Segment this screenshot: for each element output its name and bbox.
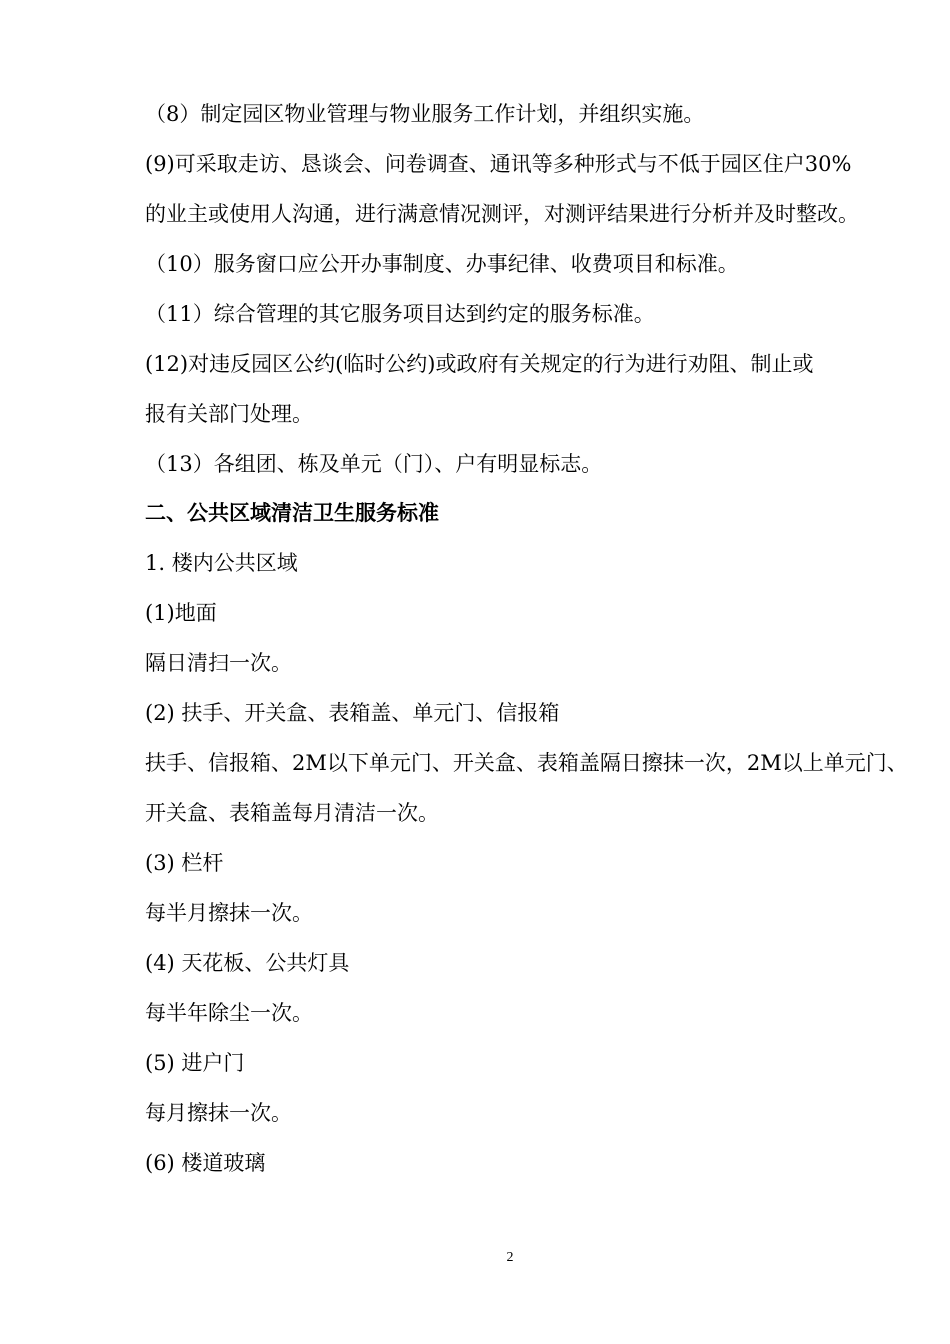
item-text-ceiling: 每半年除尘一次。 <box>145 1001 313 1025</box>
text-line-1: （8）制定园区物业管理与物业服务工作计划，并组织实施。 <box>145 102 705 126</box>
text-line-7: 报有关部门处理。 <box>145 402 313 426</box>
item-text-floor: 隔日清扫一次。 <box>145 651 292 675</box>
page-number: 2 <box>506 1250 514 1265</box>
item-heading-handrail: (2) 扶手、开关盒、表箱盖、单元门、信报箱 <box>145 701 560 725</box>
item-heading-floor: (1)地面 <box>145 601 217 625</box>
item-text-handrail-2: 开关盒、表箱盖每月清洁一次。 <box>145 801 439 825</box>
item-heading-door: (5) 进户门 <box>145 1051 245 1075</box>
item-heading-glass: (6) 楼道玻璃 <box>145 1151 266 1175</box>
item-heading-ceiling: (4) 天花板、公共灯具 <box>145 951 350 975</box>
text-line-6: (12)对违反园区公约(临时公约)或政府有关规定的行为进行劝阻、制止或 <box>145 352 814 376</box>
item-text-door: 每月擦抹一次。 <box>145 1101 292 1125</box>
item-heading-railing: (3) 栏杆 <box>145 851 224 875</box>
text-line-5: （11）综合管理的其它服务项目达到约定的服务标准。 <box>145 302 655 326</box>
item-text-railing: 每半月擦抹一次。 <box>145 901 313 925</box>
text-line-3: 的业主或使用人沟通，进行满意情况测评，对测评结果进行分析并及时整改。 <box>145 202 859 226</box>
item-text-handrail-1: 扶手、信报箱、2M以下单元门、开关盒、表箱盖隔日擦抹一次，2M以上单元门、 <box>145 751 908 775</box>
text-line-4: （10）服务窗口应公开办事制度、办事纪律、收费项目和标准。 <box>145 252 739 276</box>
subsection-heading: 1. 楼内公共区域 <box>145 551 298 575</box>
section-heading: 二、公共区域清洁卫生服务标准 <box>145 501 439 525</box>
text-line-8: （13）各组团、栋及单元（门）、户有明显标志。 <box>145 452 603 476</box>
text-line-2: (9)可采取走访、恳谈会、问卷调查、通讯等多种形式与不低于园区住户30% <box>145 152 852 176</box>
